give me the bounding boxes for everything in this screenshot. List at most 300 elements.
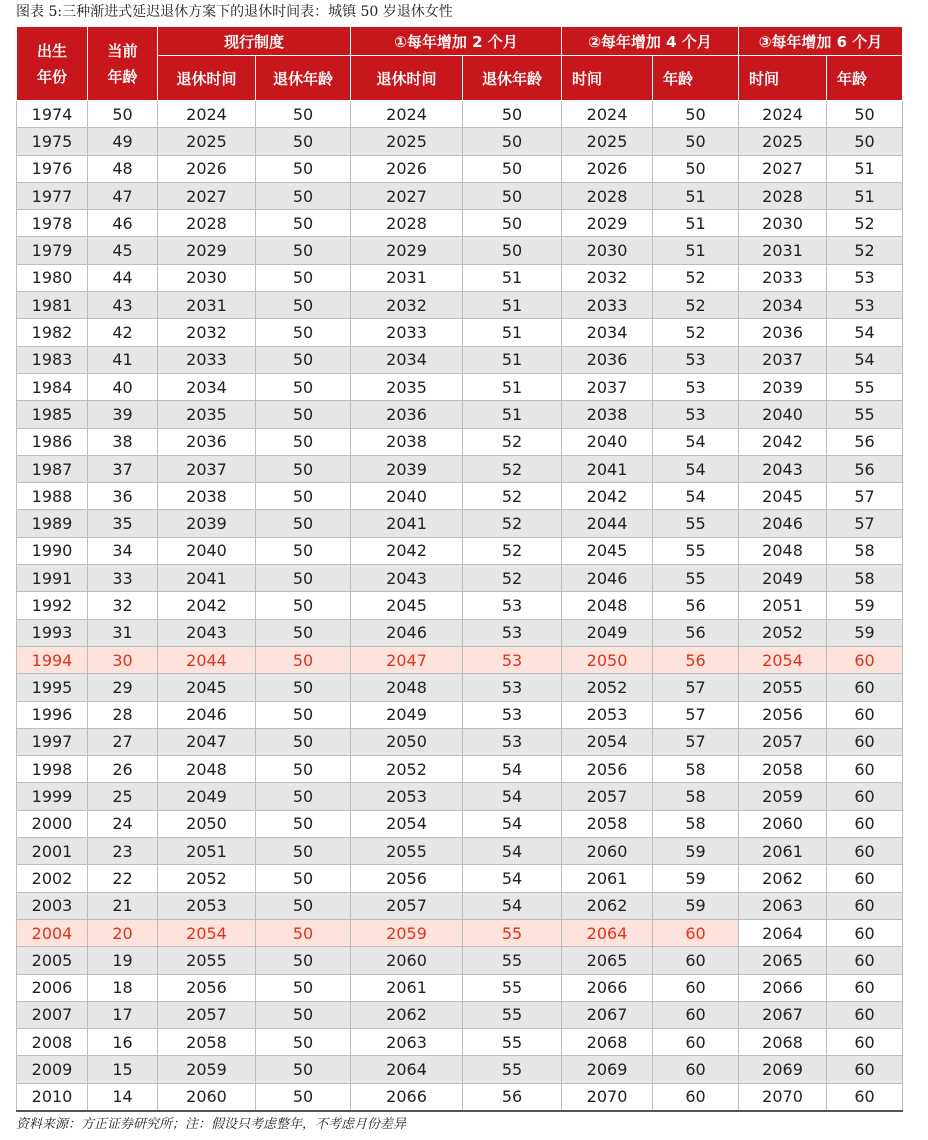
- table-cell: 57: [827, 510, 903, 537]
- table-cell: 50: [88, 101, 158, 128]
- table-cell: 2055: [158, 947, 256, 974]
- table-cell: 2045: [351, 592, 463, 619]
- table-cell: 53: [827, 292, 903, 319]
- table-cell: 1976: [17, 155, 88, 182]
- table-cell: 60: [653, 919, 739, 946]
- table-cell: 51: [827, 155, 903, 182]
- table-cell: 1994: [17, 646, 88, 673]
- table-cell: 2051: [158, 838, 256, 865]
- table-cell: 50: [256, 919, 351, 946]
- table-cell: 1981: [17, 292, 88, 319]
- table-cell: 2043: [739, 455, 827, 482]
- table-cell: 2027: [158, 182, 256, 209]
- table-cell: 2001: [17, 838, 88, 865]
- table-cell: 2029: [562, 210, 653, 237]
- table-cell: 2065: [739, 947, 827, 974]
- header-birth-year: 出生 年份: [17, 27, 88, 101]
- table-cell: 50: [256, 756, 351, 783]
- table-cell: 50: [256, 810, 351, 837]
- table-cell: 50: [256, 701, 351, 728]
- table-cell: 50: [256, 646, 351, 673]
- table-cell: 48: [88, 155, 158, 182]
- table-cell: 52: [653, 292, 739, 319]
- table-cell: 2033: [351, 319, 463, 346]
- table-row: [17, 565, 903, 592]
- table-cell: 2069: [562, 1056, 653, 1083]
- table-cell: 1991: [17, 565, 88, 592]
- table-cell: 2059: [739, 783, 827, 810]
- table-cell: 55: [463, 947, 562, 974]
- table-row: [17, 646, 903, 673]
- table-cell: 50: [256, 510, 351, 537]
- table-cell: 2050: [562, 646, 653, 673]
- table-cell: 53: [653, 401, 739, 428]
- table-cell: 50: [463, 155, 562, 182]
- table-cell: 2033: [739, 264, 827, 291]
- table-cell: 2052: [158, 865, 256, 892]
- table-cell: 2033: [562, 292, 653, 319]
- table-cell: 2045: [739, 483, 827, 510]
- table-row: [17, 373, 903, 400]
- table-cell: 19: [88, 947, 158, 974]
- table-cell: 2025: [562, 128, 653, 155]
- table-cell: 55: [463, 1001, 562, 1028]
- table-cell: 51: [463, 264, 562, 291]
- table-cell: 60: [827, 756, 903, 783]
- table-cell: 2034: [351, 346, 463, 373]
- table-cell: 50: [256, 128, 351, 155]
- table-row: [17, 182, 903, 209]
- table-cell: 50: [463, 237, 562, 264]
- table-cell: 2052: [562, 674, 653, 701]
- header-group-plan2: ②每年增加 4 个月: [562, 27, 739, 56]
- table-cell: 2038: [351, 428, 463, 455]
- table-row: [17, 428, 903, 455]
- table-cell: 50: [463, 182, 562, 209]
- table-cell: 2030: [562, 237, 653, 264]
- table-cell: 2040: [351, 483, 463, 510]
- table-cell: 21: [88, 892, 158, 919]
- table-cell: 55: [463, 1056, 562, 1083]
- table-cell: 50: [256, 264, 351, 291]
- table-cell: 2037: [562, 373, 653, 400]
- header-group-plan3: ③每年增加 6 个月: [739, 27, 903, 56]
- table-cell: 43: [88, 292, 158, 319]
- table-cell: 51: [653, 210, 739, 237]
- table-cell: 2066: [562, 974, 653, 1001]
- table-cell: 36: [88, 483, 158, 510]
- table-cell: 32: [88, 592, 158, 619]
- table-cell: 2052: [351, 756, 463, 783]
- table-cell: 2058: [158, 1029, 256, 1056]
- table-cell: 45: [88, 237, 158, 264]
- source-note: 资料来源：方正证券研究所；注：假设只考虑整年，不考虑月份差异: [16, 1117, 407, 1132]
- table-cell: 60: [653, 1083, 739, 1111]
- table-cell: 1995: [17, 674, 88, 701]
- table-cell: 2008: [17, 1029, 88, 1056]
- table-row: [17, 210, 903, 237]
- table-cell: 1989: [17, 510, 88, 537]
- table-row: [17, 401, 903, 428]
- table-cell: 52: [463, 483, 562, 510]
- table-cell: 14: [88, 1083, 158, 1111]
- table-cell: 2064: [562, 919, 653, 946]
- table-cell: 2035: [351, 373, 463, 400]
- table-cell: 60: [827, 865, 903, 892]
- table-cell: 20: [88, 919, 158, 946]
- table-cell: 2029: [158, 237, 256, 264]
- table-cell: 50: [256, 428, 351, 455]
- table-cell: 50: [653, 101, 739, 128]
- table-cell: 2028: [562, 182, 653, 209]
- table-cell: 1977: [17, 182, 88, 209]
- table-cell: 2046: [351, 619, 463, 646]
- table-body: [17, 101, 903, 1111]
- table-cell: 1985: [17, 401, 88, 428]
- table-cell: 59: [653, 892, 739, 919]
- table-cell: 2048: [739, 537, 827, 564]
- table-cell: 1984: [17, 373, 88, 400]
- table-cell: 2057: [158, 1001, 256, 1028]
- table-cell: 33: [88, 565, 158, 592]
- table-cell: 2000: [17, 810, 88, 837]
- table-row: [17, 101, 903, 128]
- table-cell: 56: [463, 1083, 562, 1111]
- table-cell: 17: [88, 1001, 158, 1028]
- retirement-table-container: [16, 26, 902, 1112]
- table-cell: 47: [88, 182, 158, 209]
- table-cell: 2050: [158, 810, 256, 837]
- table-row: [17, 892, 903, 919]
- table-row: [17, 292, 903, 319]
- table-cell: 2054: [562, 728, 653, 755]
- table-cell: 2049: [351, 701, 463, 728]
- table-cell: 55: [463, 974, 562, 1001]
- table-cell: 59: [827, 619, 903, 646]
- table-cell: 2066: [351, 1083, 463, 1111]
- table-cell: 2054: [351, 810, 463, 837]
- table-cell: 2007: [17, 1001, 88, 1028]
- table-cell: 56: [653, 619, 739, 646]
- table-cell: 50: [463, 210, 562, 237]
- table-cell: 22: [88, 865, 158, 892]
- table-cell: 2034: [562, 319, 653, 346]
- table-cell: 1992: [17, 592, 88, 619]
- table-cell: 53: [463, 646, 562, 673]
- table-row: [17, 728, 903, 755]
- table-cell: 1974: [17, 101, 88, 128]
- table-cell: 2057: [739, 728, 827, 755]
- table-cell: 50: [256, 838, 351, 865]
- table-cell: 60: [827, 838, 903, 865]
- table-cell: 29: [88, 674, 158, 701]
- table-cell: 54: [653, 428, 739, 455]
- table-cell: 2024: [739, 101, 827, 128]
- header-group-plan1: ①每年增加 2 个月: [351, 27, 562, 56]
- table-cell: 25: [88, 783, 158, 810]
- table-cell: 2054: [158, 919, 256, 946]
- table-cell: 50: [256, 373, 351, 400]
- table-caption: 图表 5:三种渐进式延迟退休方案下的退休时间表：城镇 50 岁退休女性: [16, 4, 453, 20]
- table-cell: 50: [256, 319, 351, 346]
- table-row: [17, 838, 903, 865]
- table-cell: 50: [256, 1056, 351, 1083]
- table-cell: 38: [88, 428, 158, 455]
- table-cell: 60: [653, 947, 739, 974]
- table-cell: 1988: [17, 483, 88, 510]
- table-row: [17, 319, 903, 346]
- table-row: [17, 865, 903, 892]
- header-group-current: 现行制度: [158, 27, 351, 56]
- table-cell: 54: [463, 783, 562, 810]
- table-cell: 2063: [351, 1029, 463, 1056]
- header-current-age: 当前 年龄: [88, 27, 158, 101]
- table-cell: 2040: [562, 428, 653, 455]
- table-cell: 57: [653, 674, 739, 701]
- table-cell: 53: [463, 674, 562, 701]
- table-cell: 16: [88, 1029, 158, 1056]
- table-cell: 60: [827, 810, 903, 837]
- table-cell: 2060: [158, 1083, 256, 1111]
- table-cell: 54: [653, 483, 739, 510]
- table-cell: 2036: [562, 346, 653, 373]
- table-cell: 55: [653, 510, 739, 537]
- table-cell: 60: [827, 701, 903, 728]
- table-cell: 2024: [158, 101, 256, 128]
- table-cell: 60: [653, 1029, 739, 1056]
- table-cell: 2053: [562, 701, 653, 728]
- table-cell: 54: [463, 892, 562, 919]
- table-cell: 2026: [351, 155, 463, 182]
- table-cell: 2036: [158, 428, 256, 455]
- table-cell: 59: [653, 865, 739, 892]
- table-cell: 2028: [739, 182, 827, 209]
- table-cell: 51: [653, 182, 739, 209]
- table-cell: 15: [88, 1056, 158, 1083]
- header-retire-age: 退休年龄: [256, 56, 351, 101]
- table-row: [17, 483, 903, 510]
- table-cell: 2042: [562, 483, 653, 510]
- table-cell: 51: [463, 346, 562, 373]
- table-cell: 50: [256, 101, 351, 128]
- table-cell: 55: [653, 537, 739, 564]
- table-cell: 18: [88, 974, 158, 1001]
- table-cell: 60: [827, 1029, 903, 1056]
- table-cell: 2068: [562, 1029, 653, 1056]
- table-cell: 57: [653, 701, 739, 728]
- table-cell: 2031: [351, 264, 463, 291]
- table-row: [17, 346, 903, 373]
- table-cell: 60: [827, 892, 903, 919]
- table-cell: 2066: [739, 974, 827, 1001]
- table-cell: 2045: [562, 537, 653, 564]
- table-header: [17, 27, 903, 101]
- table-cell: 2061: [562, 865, 653, 892]
- table-row: [17, 1029, 903, 1056]
- table-cell: 2053: [158, 892, 256, 919]
- retirement-schedule-table: [16, 26, 903, 1112]
- table-cell: 46: [88, 210, 158, 237]
- table-cell: 2057: [562, 783, 653, 810]
- table-cell: 2053: [351, 783, 463, 810]
- table-cell: 2027: [739, 155, 827, 182]
- table-cell: 60: [827, 1083, 903, 1111]
- table-cell: 2032: [351, 292, 463, 319]
- table-cell: 2026: [158, 155, 256, 182]
- table-cell: 2030: [158, 264, 256, 291]
- table-cell: 50: [256, 237, 351, 264]
- table-cell: 1975: [17, 128, 88, 155]
- table-cell: 2031: [739, 237, 827, 264]
- table-row: [17, 455, 903, 482]
- table-cell: 50: [256, 483, 351, 510]
- table-row: [17, 1001, 903, 1028]
- table-cell: 2048: [351, 674, 463, 701]
- header-time: 时间: [562, 56, 653, 101]
- table-cell: 50: [256, 292, 351, 319]
- table-row: [17, 756, 903, 783]
- table-cell: 2041: [158, 565, 256, 592]
- table-cell: 26: [88, 756, 158, 783]
- table-cell: 1983: [17, 346, 88, 373]
- table-cell: 50: [256, 974, 351, 1001]
- table-cell: 53: [463, 592, 562, 619]
- table-cell: 2025: [158, 128, 256, 155]
- table-cell: 52: [463, 510, 562, 537]
- table-cell: 2048: [158, 756, 256, 783]
- header-age: 年龄: [653, 56, 739, 101]
- table-cell: 58: [653, 810, 739, 837]
- table-cell: 60: [653, 974, 739, 1001]
- table-cell: 39: [88, 401, 158, 428]
- table-row: [17, 155, 903, 182]
- table-row: [17, 974, 903, 1001]
- table-cell: 2032: [158, 319, 256, 346]
- table-row: [17, 128, 903, 155]
- table-cell: 53: [463, 619, 562, 646]
- table-cell: 57: [827, 483, 903, 510]
- table-cell: 2028: [351, 210, 463, 237]
- table-cell: 37: [88, 455, 158, 482]
- table-cell: 23: [88, 838, 158, 865]
- table-cell: 53: [463, 701, 562, 728]
- table-cell: 50: [463, 101, 562, 128]
- table-cell: 2058: [562, 810, 653, 837]
- table-cell: 2059: [158, 1056, 256, 1083]
- table-cell: 2045: [158, 674, 256, 701]
- table-cell: 2046: [562, 565, 653, 592]
- table-cell: 2056: [739, 701, 827, 728]
- table-cell: 2024: [562, 101, 653, 128]
- table-cell: 58: [827, 537, 903, 564]
- table-row: [17, 510, 903, 537]
- table-cell: 2060: [351, 947, 463, 974]
- table-row: [17, 674, 903, 701]
- header-retire-time: 退休时间: [351, 56, 463, 101]
- header-time: 时间: [739, 56, 827, 101]
- table-cell: 52: [653, 319, 739, 346]
- table-cell: 2025: [739, 128, 827, 155]
- table-cell: 2026: [562, 155, 653, 182]
- table-cell: 2049: [739, 565, 827, 592]
- table-cell: 2005: [17, 947, 88, 974]
- table-cell: 2067: [739, 1001, 827, 1028]
- table-cell: 2052: [739, 619, 827, 646]
- table-cell: 2042: [158, 592, 256, 619]
- table-cell: 2042: [739, 428, 827, 455]
- table-cell: 60: [827, 674, 903, 701]
- table-cell: 55: [827, 401, 903, 428]
- table-cell: 1999: [17, 783, 88, 810]
- table-cell: 2055: [351, 838, 463, 865]
- table-cell: 50: [256, 1001, 351, 1028]
- table-cell: 60: [827, 947, 903, 974]
- table-cell: 2068: [739, 1029, 827, 1056]
- table-cell: 1997: [17, 728, 88, 755]
- table-cell: 2024: [351, 101, 463, 128]
- table-row: [17, 810, 903, 837]
- table-cell: 2042: [351, 537, 463, 564]
- table-cell: 57: [653, 728, 739, 755]
- table-cell: 50: [463, 128, 562, 155]
- table-cell: 58: [653, 783, 739, 810]
- table-cell: 52: [463, 455, 562, 482]
- table-cell: 49: [88, 128, 158, 155]
- table-cell: 50: [256, 674, 351, 701]
- table-cell: 2035: [158, 401, 256, 428]
- table-cell: 50: [256, 210, 351, 237]
- table-cell: 59: [827, 592, 903, 619]
- table-cell: 1990: [17, 537, 88, 564]
- table-cell: 54: [653, 455, 739, 482]
- table-cell: 2036: [351, 401, 463, 428]
- table-cell: 50: [256, 728, 351, 755]
- table-cell: 2065: [562, 947, 653, 974]
- table-cell: 52: [827, 237, 903, 264]
- table-cell: 60: [653, 1056, 739, 1083]
- table-cell: 2050: [351, 728, 463, 755]
- table-cell: 2039: [158, 510, 256, 537]
- table-cell: 60: [827, 783, 903, 810]
- table-cell: 58: [653, 756, 739, 783]
- table-cell: 2033: [158, 346, 256, 373]
- table-cell: 24: [88, 810, 158, 837]
- table-cell: 2062: [562, 892, 653, 919]
- table-cell: 52: [463, 565, 562, 592]
- table-cell: 50: [256, 1083, 351, 1111]
- table-cell: 50: [256, 892, 351, 919]
- table-row: [17, 592, 903, 619]
- table-cell: 2027: [351, 182, 463, 209]
- table-cell: 2003: [17, 892, 88, 919]
- table-cell: 50: [256, 783, 351, 810]
- table-cell: 54: [463, 810, 562, 837]
- table-cell: 59: [653, 838, 739, 865]
- table-cell: 2044: [562, 510, 653, 537]
- table-cell: 2047: [158, 728, 256, 755]
- table-cell: 2039: [351, 455, 463, 482]
- table-cell: 1980: [17, 264, 88, 291]
- table-cell: 2064: [351, 1056, 463, 1083]
- table-cell: 2061: [739, 838, 827, 865]
- table-cell: 2059: [351, 919, 463, 946]
- table-cell: 2060: [562, 838, 653, 865]
- table-cell: 2004: [17, 919, 88, 946]
- table-row: [17, 947, 903, 974]
- table-cell: 2039: [739, 373, 827, 400]
- table-cell: 60: [827, 1001, 903, 1028]
- table-row: [17, 537, 903, 564]
